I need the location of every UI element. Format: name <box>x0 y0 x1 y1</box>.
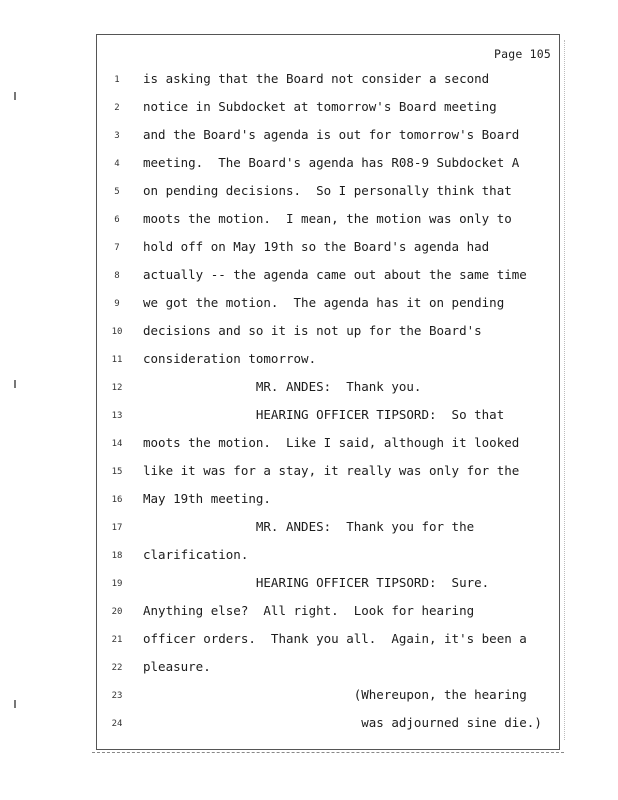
line-text: officer orders. Thank you all. Again, it's been a <box>143 631 527 646</box>
transcript-line <box>97 633 559 661</box>
transcript-line <box>97 521 559 549</box>
line-number: 17 <box>111 523 123 533</box>
page-number: Page 105 <box>494 47 551 61</box>
line-number: 19 <box>111 579 123 589</box>
transcript-line <box>97 717 559 745</box>
line-text: on pending decisions. So I personally think that <box>143 183 512 198</box>
margin-mark <box>14 92 16 100</box>
line-number: 5 <box>114 187 120 197</box>
line-text: Anything else? All right. Look for hearing <box>143 603 475 618</box>
line-text: MR. ANDES: Thank you. <box>143 379 422 394</box>
transcript-line <box>97 157 559 185</box>
line-number: 14 <box>111 439 123 449</box>
line-text: MR. ANDES: Thank you for the <box>143 519 475 534</box>
line-number: 10 <box>111 327 123 337</box>
transcript-line <box>97 661 559 689</box>
transcript-line <box>97 297 559 325</box>
margin-mark <box>14 700 16 708</box>
line-number: 8 <box>114 271 120 281</box>
line-text: May 19th meeting. <box>143 491 271 506</box>
transcript-line <box>97 437 559 465</box>
line-text: (Whereupon, the hearing <box>143 687 527 702</box>
transcript-line <box>97 409 559 437</box>
line-number: 2 <box>114 103 120 113</box>
line-number: 18 <box>111 551 123 561</box>
line-number: 7 <box>114 243 120 253</box>
scan-edge-line <box>92 752 564 753</box>
transcript-line <box>97 269 559 297</box>
scan-edge-line-right <box>564 40 565 740</box>
line-text: consideration tomorrow. <box>143 351 317 366</box>
line-number: 13 <box>111 411 123 421</box>
transcript-line <box>97 353 559 381</box>
transcript-line <box>97 213 559 241</box>
line-text: moots the motion. Like I said, although it looked <box>143 435 520 450</box>
line-number: 12 <box>111 383 123 393</box>
transcript-line <box>97 605 559 633</box>
line-number: 23 <box>111 691 123 701</box>
line-text: clarification. <box>143 547 249 562</box>
line-number: 3 <box>114 131 120 141</box>
transcript-line <box>97 549 559 577</box>
line-number: 9 <box>114 299 120 309</box>
line-text: moots the motion. I mean, the motion was only to <box>143 211 512 226</box>
margin-mark <box>14 380 16 388</box>
line-number: 16 <box>111 495 123 505</box>
transcript-line <box>97 689 559 717</box>
line-text: pleasure. <box>143 659 211 674</box>
line-text: notice in Subdocket at tomorrow's Board meeting <box>143 99 497 114</box>
transcript-line <box>97 381 559 409</box>
line-text: like it was for a stay, it really was only for the <box>143 463 520 478</box>
line-number: 22 <box>111 663 123 673</box>
line-number: 21 <box>111 635 123 645</box>
transcript-line <box>97 129 559 157</box>
line-number: 11 <box>111 355 123 365</box>
transcript-line <box>97 241 559 269</box>
transcript-page-frame <box>96 34 560 750</box>
line-text: we got the motion. The agenda has it on pending <box>143 295 505 310</box>
line-number: 4 <box>114 159 120 169</box>
line-text: is asking that the Board not consider a second <box>143 71 490 86</box>
line-text: was adjourned sine die.) <box>143 715 542 730</box>
line-number: 1 <box>114 75 120 85</box>
line-text: actually -- the agenda came out about the same time <box>143 267 527 282</box>
transcript-line <box>97 185 559 213</box>
line-text: HEARING OFFICER TIPSORD: Sure. <box>143 575 490 590</box>
line-text: and the Board's agenda is out for tomorrow's Board <box>143 127 520 142</box>
line-number: 20 <box>111 607 123 617</box>
transcript-line <box>97 73 559 101</box>
line-text: decisions and so it is not up for the Board's <box>143 323 482 338</box>
transcript-line <box>97 493 559 521</box>
line-text: HEARING OFFICER TIPSORD: So that <box>143 407 505 422</box>
line-number: 15 <box>111 467 123 477</box>
transcript-body <box>97 73 559 745</box>
transcript-line <box>97 465 559 493</box>
line-number: 24 <box>111 719 123 729</box>
transcript-line <box>97 101 559 129</box>
line-number: 6 <box>114 215 120 225</box>
transcript-line <box>97 325 559 353</box>
line-text: meeting. The Board's agenda has R08-9 Subdocket A <box>143 155 520 170</box>
transcript-line <box>97 577 559 605</box>
line-text: hold off on May 19th so the Board's agenda had <box>143 239 490 254</box>
